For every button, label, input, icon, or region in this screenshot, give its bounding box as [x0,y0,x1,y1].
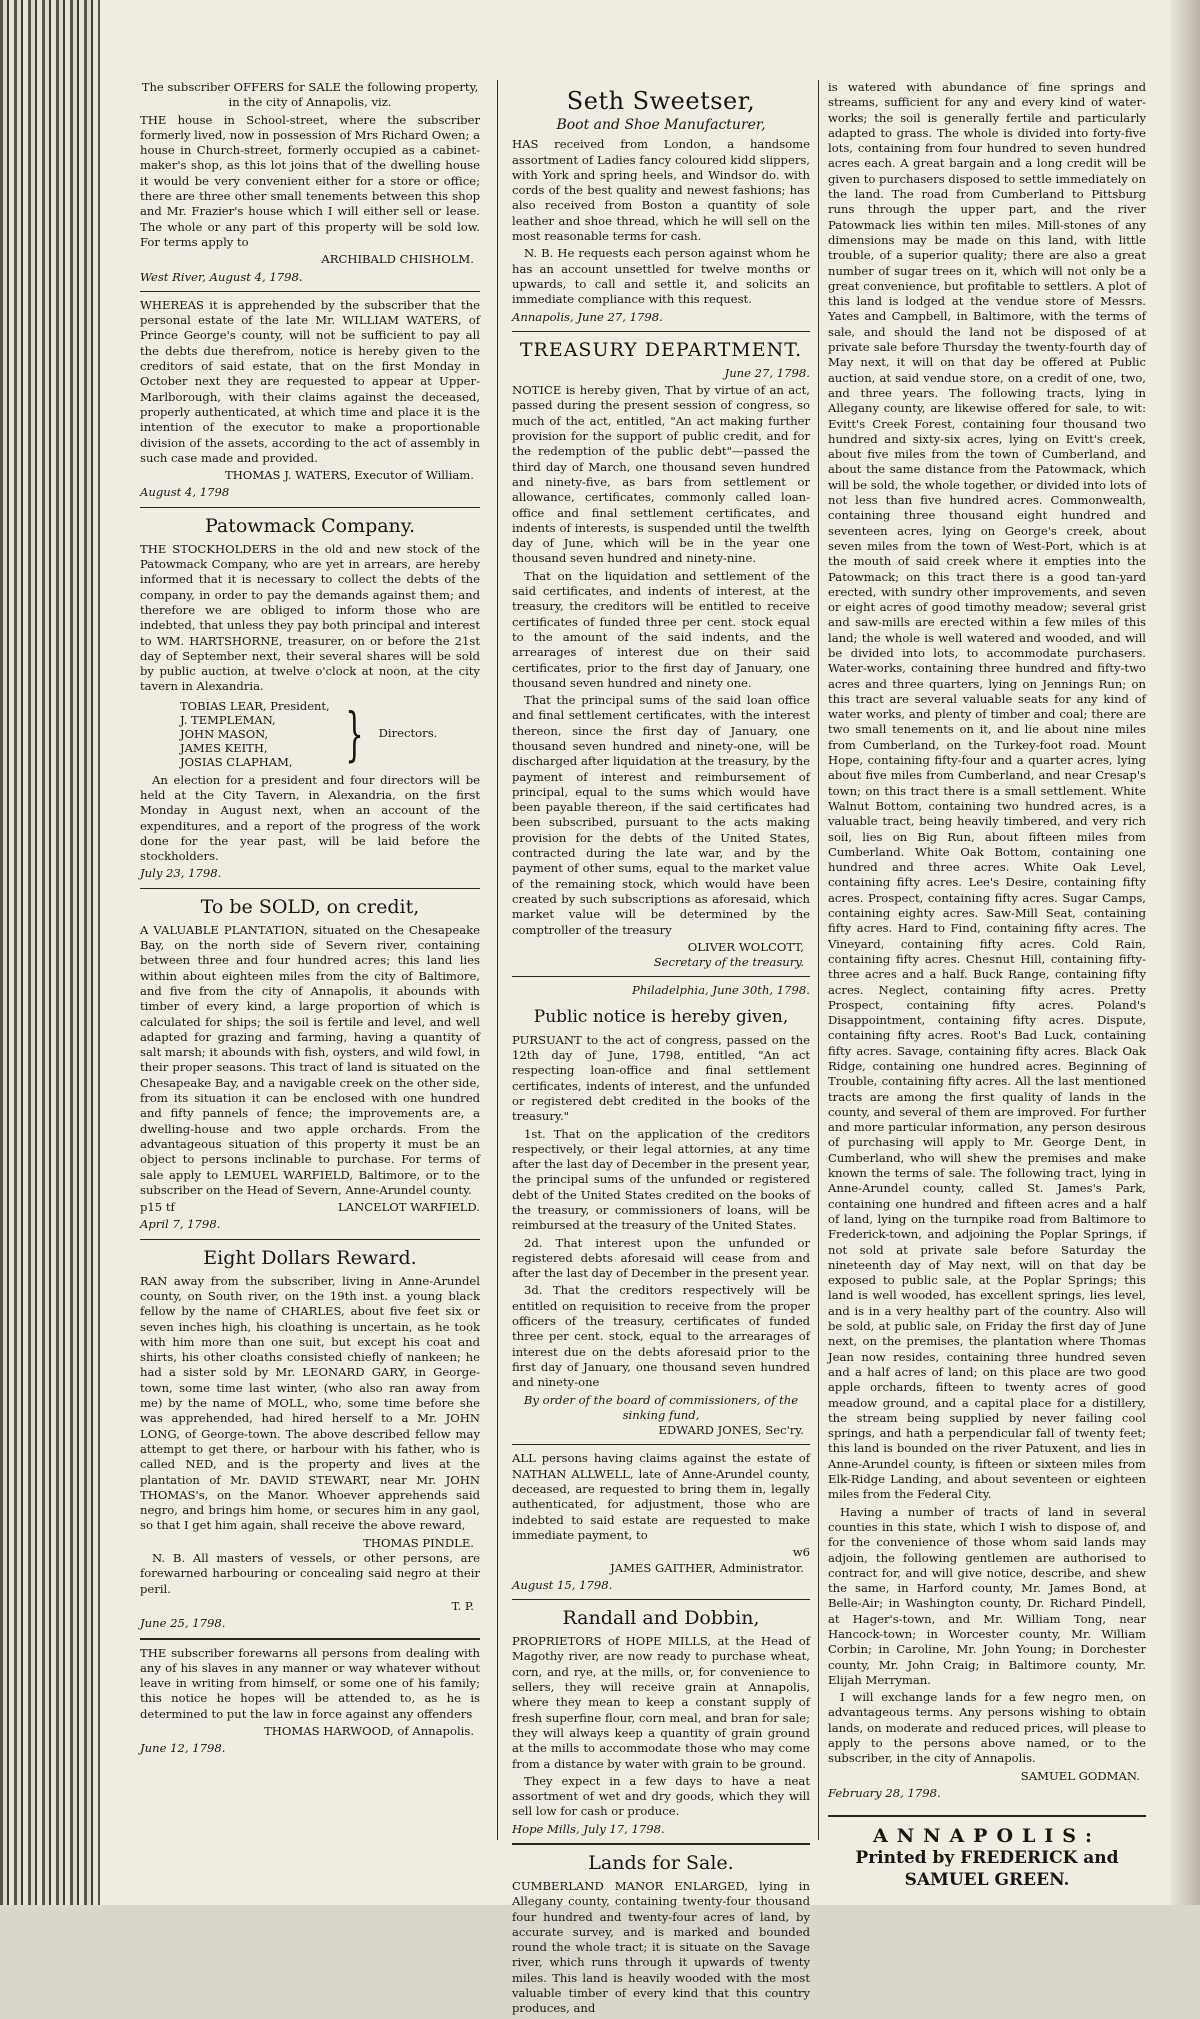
runaway-reward-ad [140,1246,480,1632]
ad-code: p15 tf [140,1200,175,1215]
ad-body: CUMBERLAND MANOR ENLARGED, lying in Allegany county, containing twenty-four thousand four hundred and twenty-four acres of land, by accurate survey, and is marked and bounded round the whole tract; it is situate on the Savage river, which runs through it upwards of twenty miles. This land is heavily wooded with the most valuable timber of every kind that this country produces, and [512,1878,810,2016]
public-notice [512,983,810,1438]
directors-list [180,699,480,769]
ad-body: A VALUABLE PLANTATION, situated on the Chesapeake Bay, on the north side of Severn river, containing between three and four hundred acres; this land lies within about eighteen miles from the city of Baltimore, and five from the city of Annapolis, it abounds with timber of every kind, a large proportion of which is calculated for ships; the soil is fertile and level, and well adapted for grazing and farming, having a quantity of salt marsh; it abounds with fish, oysters, and wild fowl, in their proper seasons. This tract of land is situated on the Chesapeake Bay, and a navigable creek on the other side, from its situation it can be enclosed with one hundred and fifty pannels of fence; the improvements are, a dwelling-house and two apple orchards. From the advantageous situation of this property it must be an object to persons inclinable to purchase. For terms of sale apply to LEMUEL WARFIELD, Baltimore, or to the subscriber on the Head of Severn, Anne-Arundel county. [140,922,480,1197]
ad-date: August 15, 1798. [512,1577,613,1592]
chisholm-sale-ad [140,80,480,285]
ad-title: Randall and Dobbin, [562,1607,760,1630]
ad-order-line: By order of the board of commissioners, of the sinking fund, [523,1392,799,1422]
ad-title: Public notice is hereby given, [533,1006,789,1027]
imprint-city: ANNAPOLIS: [872,1825,1102,1848]
ad-title: Lands for Sale. [588,1851,734,1874]
ad-body: THE subscriber forewarns all persons from dealing with any of his slaves in any manner or way whatever without leave in writing from himself, or some one of his family; this notice he hopes will be attended to, as he is determined to put the law in force against any offenders [140,1645,480,1721]
divider [140,1638,480,1640]
divider [140,1239,480,1240]
divider [512,1444,810,1445]
ad-date: June 12, 1798. [140,1741,226,1756]
ad-body: 1st. That on the application of the creditors respectively, or their legal attornies, at any time after the last day of December in the present year, the principal sums of the unfunded or registered debt of the United States credited on the books of the treasury, or commissioners of loans, will be reimbursed at the treasury of the United States. [512,1126,810,1233]
directors-label: Directors. [378,726,438,741]
patowmack-company-notice [140,514,480,882]
ad-body: HAS received from London, a handsome assortment of Ladies fancy coloured kidd slippers, with York and spring heels, and Windsor do. with cords of the best quality and newest fashions; has also received from Boston a quantity of sole leather and shoe thread, which he will sell on the most reasonable terms for cash. [512,137,810,244]
ad-dateline: June 27, 1798. [724,365,810,380]
ad-note: N. B. All masters of vessels, or other persons, are forewarned harbouring or concealing said negro at their peril. [140,1551,480,1596]
ad-body: PURSUANT to the act of congress, passed on the 12th day of June, 1798, entitled, "An act respecting loan-office and final settlement certificates, indents of interest, and the unfunded or registered debt credited in the books of the treasury." [512,1032,810,1124]
lands-for-sale-ad [512,1851,810,2017]
ad-title: Eight Dollars Reward. [203,1246,417,1269]
column-rule [818,80,819,1840]
ad-signer: OLIVER WOLCOTT, [687,939,804,954]
printer-imprint [828,1815,1146,1891]
divider [512,976,810,977]
binding-edge [0,0,100,1905]
ad-signer: EDWARD JONES, Sec'ry. [658,1423,804,1438]
ad-signer: THOMAS PINDLE. [363,1535,474,1550]
ad-signer: JAMES GAITHER, Administrator. [610,1560,804,1575]
ad-title: Patowmack Company. [204,514,416,537]
ad-body: 3d. That the creditors respectively will be entitled on requisition to receive from the proper officers of the treasury, certificates of funded three per cent. stock, equal to the arrearages of interest due on the debts aforesaid prior to the first day of January, one thousand seven hundred and ninety-one [512,1283,810,1390]
column-rule [497,80,498,1840]
ad-signer: SAMUEL GODMAN. [1020,1768,1140,1783]
ad-title: To be SOLD, on credit, [200,895,420,918]
column-1 [140,80,480,1759]
ad-dateline: Philadelphia, June 30th, 1798. [631,983,810,998]
allwell-estate-notice [512,1451,810,1593]
ad-body: They expect in a few days to have a neat assortment of wet and dry goods, which they will sell low for cash or produce. [512,1773,810,1819]
director-name: JOSIAS CLAPHAM, [180,754,293,769]
ad-signer-title: Secretary of the treasury. [653,955,804,970]
ad-body: PROPRIETORS of HOPE MILLS, at the Head of Magothy river, are now ready to purchase wheat, corn, and rye, at the mills, or, for convenience to sellers, they will receive grain at Annapolis, where they mean to keep a constant supply of fresh superfine flour, corn meal, and bran for sale; they will always keep a quantity of grain ground at the mills to accommodate those who may come from a distance by water with grain to be ground. [512,1634,810,1771]
ad-body: ALL persons having claims against the estate of NATHAN ALLWELL, late of Anne-Arundel county, deceased, are requested to bring them in, legally authenticated, for adjustment, those who are indebted to said estate are requested to make immediate payment, to [512,1451,810,1542]
brace-glyph: } [344,699,364,768]
column-2 [512,80,810,2019]
ad-initials: T. P. [451,1598,474,1613]
ad-body: THE STOCKHOLDERS in the old and new stock of the Patowmack Company, who are yet in arrears, are hereby informed that it is necessary to collect the debts of the company, in order to pay the demands against them; and therefore we are obliged to inform those who are indebted, that unless they pay both principal and interest to WM. HARTSHORNE, treasurer, on or before the 21st day of September next, their several shares will be sold by public auction, at twelve o'clock at noon, at the city tavern in Alexandria. [140,541,480,694]
ad-note: N. B. He requests each person against whom he has an account unsettled for twelve months or upwards, to call and settle it, and solicits an immediate compliance with this request. [512,246,810,307]
ad-date: Hope Mills, July 17, 1798. [512,1821,665,1836]
plantation-sale-ad [140,895,480,1233]
ad-body: NOTICE is hereby given, That by virtue of an act, passed during the present session of congress, so much of the act, entitled, "An act making further provision for the support of public credit, and for the redemption of the public debt"—passed the third day of March, one thousand seven hundred and ninety-five, as bars from settlement or allowance, certificates, commonly called loan-office and final settlement certificates, and indents of interests, is suspended until the twelfth day of June, which will be in the year one thousand seven hundred and ninety-nine. [512,383,810,566]
ad-body: An election for a president and four directors will be held at the City Tavern, in Alexandria, on the first Monday in August next, when an account of the expenditures, and a report of the progress of the work done for the year past, will be laid before the stockholders. [140,772,480,864]
ad-body: Having a number of tracts of land in several counties in this state, which I wish to dispose of, and for the convenience of those whom said lands may adjoin, the following gentlemen are authorised to contract for, and will give notice, describe, and shew the same, in Harford county, Mr. James Bond, at Belle-Air; in Washington county, Dr. Richard Pindell, at Hager's-town, and Mr. William Tong, near Hancock-town; in Worcester county, Mr. William Corbin; in Caroline, Mr. John Young; in Dorchester county, Mr. John Craig; in Baltimore county, Mr. Elijah Merryman. [828,1504,1146,1687]
page-edge-shadow [1170,0,1200,1905]
ad-signer: LANCELOT WARFIELD. [338,1200,480,1215]
ad-body: I will exchange lands for a few negro men, on advantageous terms. Any persons wishing to obtain lands, on moderate and reduced prices, will please to apply to the persons above named, or to the subscriber, in the city of Annapolis. [828,1690,1146,1766]
ad-date: August 4, 1798 [140,485,230,500]
ad-body: 2d. That interest upon the unfunded or registered debts aforesaid will cease from and after the last day of December in the present year. [512,1235,810,1281]
ad-date: West River, August 4, 1798. [140,269,303,284]
harwood-notice [140,1646,480,1757]
ad-title: TREASURY DEPARTMENT. [519,338,803,361]
ad-body: WHEREAS it is apprehended by the subscriber that the personal estate of the late Mr. WILLIAM WATERS, of Prince George's county, will not be sufficient to pay all the debts due therefrom, notice is hereby given to the creditors of said estate, that on the first Monday in October next they are requested to appear at Upper-Marlborough, with their claims against the deceased, properly authenticated, at which time and place it is the intention of the executor to make a proportionable division of the assets, according to the act of assembly in such case made and provided. [140,297,480,465]
director-name: TOBIAS LEAR, President, [180,698,330,713]
treasury-notice [512,338,810,971]
divider [140,291,480,292]
divider [140,507,480,508]
ad-body: THE house in School-street, where the subscriber formerly lived, now in possession of Mrs Richard Owen; a house in Church-street, formerly occupied as a cabinet-maker's shop, as this lot joins that of the dwelling house it would be very convenient either for a store or office; there are three other small tenements between this shop and Mr. Frazier's house which I will either sell or lease. The whole or any part of this property will be sold low. For terms apply to [140,112,480,249]
hope-mills-ad [512,1606,810,1837]
ad-signer: ARCHIBALD CHISHOLM. [321,252,474,267]
ad-signer: THOMAS J. WATERS, Executor of William. [224,468,474,483]
ad-body: That the principal sums of the said loan office and final settlement certificates, with the interest thereon, since the first day of January, one thousand seven hundred and ninety-one, will be discharged after liquidation at the treasury, by the payment of interest and reimbursement of principal, equal to the sums which would have been payable thereon, if the said certificates had been subscribed, pursuant to the acts making provision for the debts of the United States, contracted during the late war, and by the payment of other sums, equal to the market value of the remaining stock, which would have been created by such subscriptions as aforesaid, which market value will be determined by the comptroller of the treasury [512,693,810,937]
ad-code: w6 [792,1545,810,1560]
ad-date: February 28, 1798. [828,1785,941,1800]
column-3 [828,80,1146,1891]
director-name: JAMES KEITH, [180,740,268,755]
ad-title: Seth Sweetser, [566,87,756,115]
ad-body: is watered with abundance of fine springs and streams, sufficient for any and every kind of water-works; the soil is generally fertile and particularly adapted to grass. The whole is divided into forty-five lots, containing from four hundred to seven hundred acres each. A great bargain and a long credit will be given to purchasers disposed to settle immediately on the land. The road from Cumberland to Pittsburg runs through the upper part, and the river Patowmack lies within ten miles. Mill-stones of any dimensions may be made on this land, with little trouble, of a superior quality; there are also a great number of sugar trees on it, which will not only be a great convenience, but profitable to settlers. A plot of this land is lodged at the vendue store of Messrs. Yates and Campbell, in Baltimore, with the terms of sale, and should the land not be disposed of at private sale before Thursday the twenty-fourth day of May next, it will on that day be offered at Public auction, at said vendue store, on a credit of one, two, and three years. The following tracts, lying in Allegany county, are likewise offered for sale, to wit: Evitt's Creek Forest, containing four thousand two hundred and sixty-six acres, lying on Evitt's creek, about five miles from the town of Cumberland, and about the same distance from the Patowmack, which will be sold, the whole together, or divided into lots of not less than five hundred acres. Commonwealth, containing three thousand eight hundred and seventeen acres, lying on George's creek, about seven miles from the town of West-Port, which is at the mouth of said creek where it empties into the Patowmack; on this tract there is a good tan-yard erected, with sundry other improvements, and seven or eight acres of good timothy meadow; several grist and saw-mills are erected within a few miles of this land; the whole is well watered and wooded, and will be divided into lots, to accommodate purchasers. Water-works, containing three hundred and fifty-two acres and three quarters, lying on Jennings Run; on this tract are several valuable seats for any kind of water works, and plenty of timber and coal; there are two small tenements on it, and lie about nine miles from Cumberland, on the Turkey-foot road. Mount Hope, containing fifty-four and a quarter acres, lying about five miles from Cumberland, and near Cresap's town; on this tract there is a small settlement. White Walnut Bottom, containing two hundred acres, is a valuable tract, being heavily timbered, and very rich soil, lies on Big Run, about fifteen miles from Cumberland. White Oak Bottom, containing one hundred and three acres. White Oak Level, containing fifty acres. Lee's Desire, containing fifty acres. Prospect, containing fifty acres. Sugar Camps, containing eighty acres. Saw-Mill Seat, containing fifty acres. Hard to Find, containing fifty acres. The Vineyard, containing fifty acres. Cold Rain, containing fifty acres. Chesnut Hill, containing fifty-three acres and a half. Buck Range, containing fifty acres. Neglect, containing fifty acres. Pretty Prospect, containing fifty acres. Poland's Disappointment, containing fifty acres. Dispute, containing fifty acres. Root's Bad Luck, containing fifty acres. Savage, containing fifty acres. Black Oak Ridge, containing one hundred acres. Beginning of Trouble, containing fifty acres. All the last mentioned tracts are among the first quality of lands in the county, and several of them are improved. For further and more particular information, any person desirous of purchasing will apply to Mr. George Dent, in Cumberland, who will shew the premises and make known the terms of sale. The following tract, lying in Anne-Arundel county, called St. James's Park, containing one hundred and fifteen acres and a half of land, lying on the turnpike road from Baltimore to Frederick-town, and adjoining the Poplar Springs, if not sold at private sale before Saturday the nineteenth day of May next, will on that day be exposed to public sale, at the Poplar Springs; this land is well wooded, has excellent springs, lies level, and is in a very healthy part of the country. Also will be sold, at public sale, on Friday the first day of June next, on the premises, the plantation where Thomas Jean now resides, containing three hundred seven and a half acres of land; on this place are two good apple orchards, fifteen to twenty acres of good meadow ground, and a capital place for a distillery, the stream being supplied by never failing cool springs, and hath a perpendicular fall of twenty feet; this land is bounded on the river Patuxent, and lies in Anne-Arundel county, is fifteen or sixteen miles from Elk-Ridge Landing, and about seventeen or eighteen miles from the Federal City. [828,80,1146,1502]
ad-date: Annapolis, June 27, 1798. [512,309,663,324]
ad-date: July 23, 1798. [140,866,222,881]
divider [512,331,810,332]
lands-for-sale-continued [828,80,1146,1801]
divider [512,1843,810,1845]
imprint-printers: Printed by FREDERICK and SAMUEL GREEN. [855,1848,1119,1891]
ad-subtitle: Boot and Shoe Manufacturer, [556,117,766,133]
ad-body: That on the liquidation and settlement of the said certificates, and indents of interest, at the treasury, the creditors will be entitled to receive certificates of funded three per cent. stock equal to the amount of the said indents, and the arrearages of interest due on their said certificates, prior to the first day of January, one thousand seven hundred and ninety one. [512,568,810,690]
ad-intro: The subscriber OFFERS for SALE the following property, in the city of Annapolis, viz. [141,80,479,110]
ad-date: April 7, 1798. [140,1217,221,1232]
ad-signer: THOMAS HARWOOD, of Annapolis. [264,1724,474,1739]
sweetser-ad [512,86,810,325]
divider [512,1599,810,1600]
ad-date: June 25, 1798. [140,1616,226,1631]
director-name: JOHN MASON, [180,726,269,741]
divider [140,888,480,889]
waters-estate-notice [140,298,480,501]
ad-body: RAN away from the subscriber, living in Anne-Arundel county, on South river, on the 19th inst. a young black fellow by the name of CHARLES, about five feet six or seven inches high, his cloathing is uncertain, as he took with him more than one suit, but except his coat and shirts, his other cloaths consisted chiefly of nankeen; he had a sister sold by Mr. LEONARD GARY, in George-town, some time last winter, (who also ran away from me) by the name of MOLL, who, some time before she was apprehended, had hired herself to a Mr. JOHN LONG, of George-town. The above described fellow may attempt to get there, or harbour with his father, who is called NED, and is the property and lives at the plantation of Mr. DAVID STEWART, near Mr. JOHN THOMAS's, on the Manor. Whoever apprehends said negro, and brings him home, or secures him in any gaol, so that I get him again, shall receive the above reward, [140,1273,480,1533]
director-name: J. TEMPLEMAN, [180,712,276,727]
